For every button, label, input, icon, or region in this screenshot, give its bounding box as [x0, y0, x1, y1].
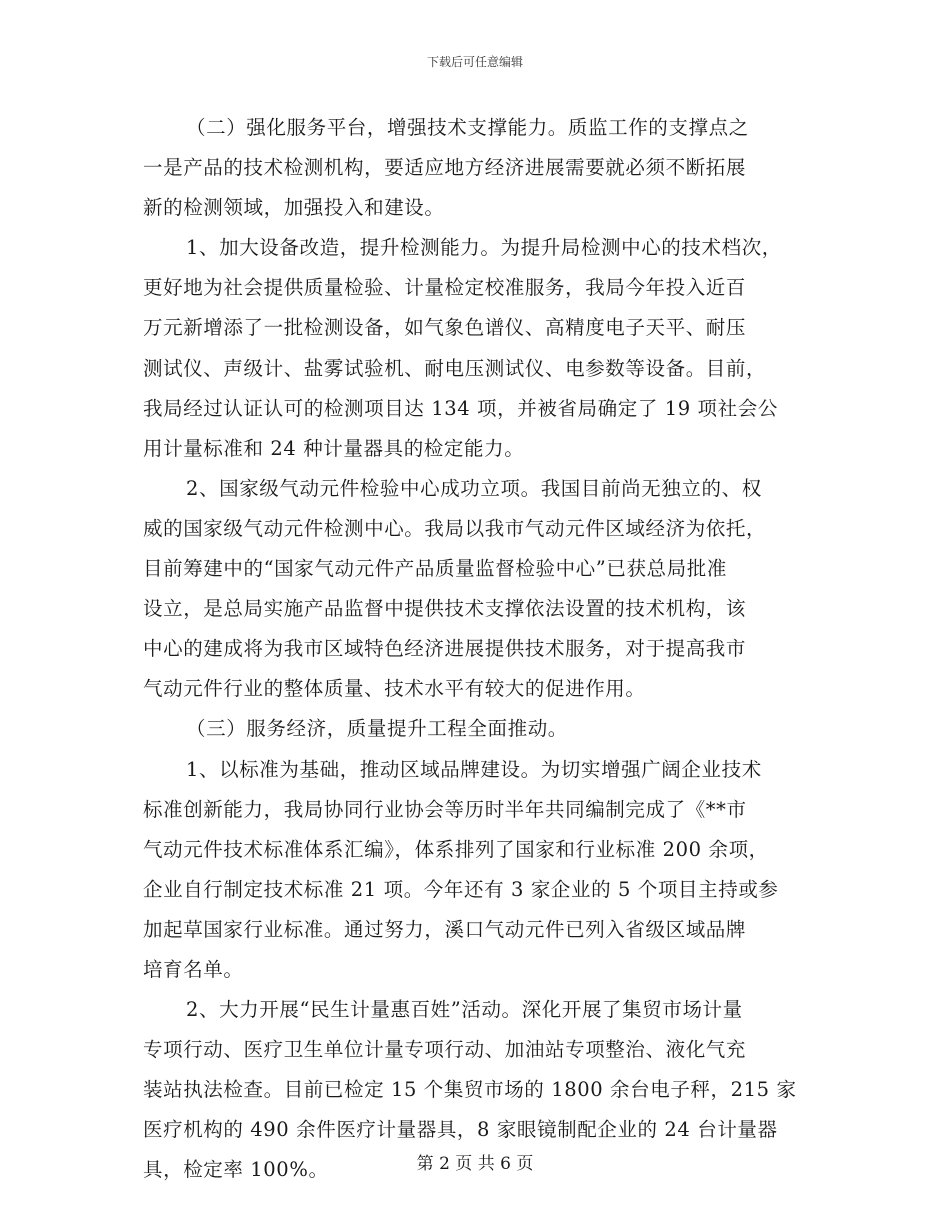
text-line: 装站执法检查。目前已检定 15 个集贸市场的 1800 余台电子秤，215 家: [143, 1078, 797, 1102]
text-line: 标准创新能力，我局协同行业协会等历时半年共同编制完成了《**市: [143, 797, 747, 821]
text-line: （二）强化服务平台，增强技术支撑能力。质监工作的支撑点之: [186, 116, 749, 139]
text-line: 专项行动、医疗卫生单位计量专项行动、加油站专项整治、液化气充: [143, 1038, 747, 1062]
text-line: 新的检测领域，加强投入和建设。: [143, 196, 445, 220]
text-line: 培育名单。: [143, 957, 244, 981]
text-line: 气动元件技术标准体系汇编》，体系排列了国家和行业标准 200 余项，: [143, 837, 769, 861]
text-line: 2、国家级气动元件检验中心成功立项。我国目前尚无独立的、权: [186, 476, 762, 500]
text-line: 威的国家级气动元件检测中心。我局以我市气动元件区域经济为依托，: [143, 516, 767, 540]
text-line: 2、大力开展“民生计量惠百姓”活动。深化开展了集贸市场计量: [186, 998, 743, 1022]
text-line: 更好地为社会提供质量检验、计量检定校准服务，我局今年投入近百: [143, 276, 747, 300]
text-line: 我局经过认证认可的检测项目达 134 项，并被省局确定了 19 项社会公: [143, 396, 778, 420]
text-line: 1、加大设备改造，提升检测能力。为提升局检测中心的技术档次，: [186, 236, 782, 260]
text-line: 设立，是总局实施产品监督中提供技术支撑依法设置的技术机构，该: [143, 597, 747, 621]
text-line: 用计量标准和 24 种计量器具的检定能力。: [143, 436, 525, 460]
page-footer: 第 2 页 共 6 页: [416, 1154, 534, 1174]
text-line: 万元新增添了一批检测设备，如气象色谱仪、高精度电子天平、耐压: [143, 316, 747, 340]
text-line: 气动元件行业的整体质量、技术水平有较大的促进作用。: [143, 677, 646, 701]
document-body: [143, 108, 803, 1191]
text-line: 一是产品的技术检测机构，要适应地方经济进展需要就必须不断拓展: [143, 156, 747, 180]
text-line: 目前筹建中的“国家气动元件产品质量监督检验中心”已获总局批准: [143, 557, 727, 581]
text-line: 测试仪、声级计、盐雾试验机、耐电压测试仪、电参数等设备。目前，: [143, 356, 767, 380]
text-line: 1、以标准为基础，推动区域品牌建设。为切实增强广阔企业技术: [186, 757, 762, 781]
page-header: 下载后可任意编辑: [426, 55, 523, 69]
text-line: 具，检定率 100%。: [143, 1158, 329, 1182]
text-line: （三）服务经济，质量提升工程全面推动。: [186, 717, 568, 741]
text-line: 中心的建成将为我市区域特色经济进展提供技术服务，对于提高我市: [143, 637, 747, 661]
text-line: 加起草国家行业标准。通过努力，溪口气动元件已列入省级区域品牌: [143, 917, 747, 941]
text-line: 企业自行制定技术标准 21 项。今年还有 3 家企业的 5 个项目主持或参: [143, 877, 779, 901]
text-line: 医疗机构的 490 余件医疗计量器具，8 家眼镜制配企业的 24 台计量器: [143, 1118, 778, 1142]
